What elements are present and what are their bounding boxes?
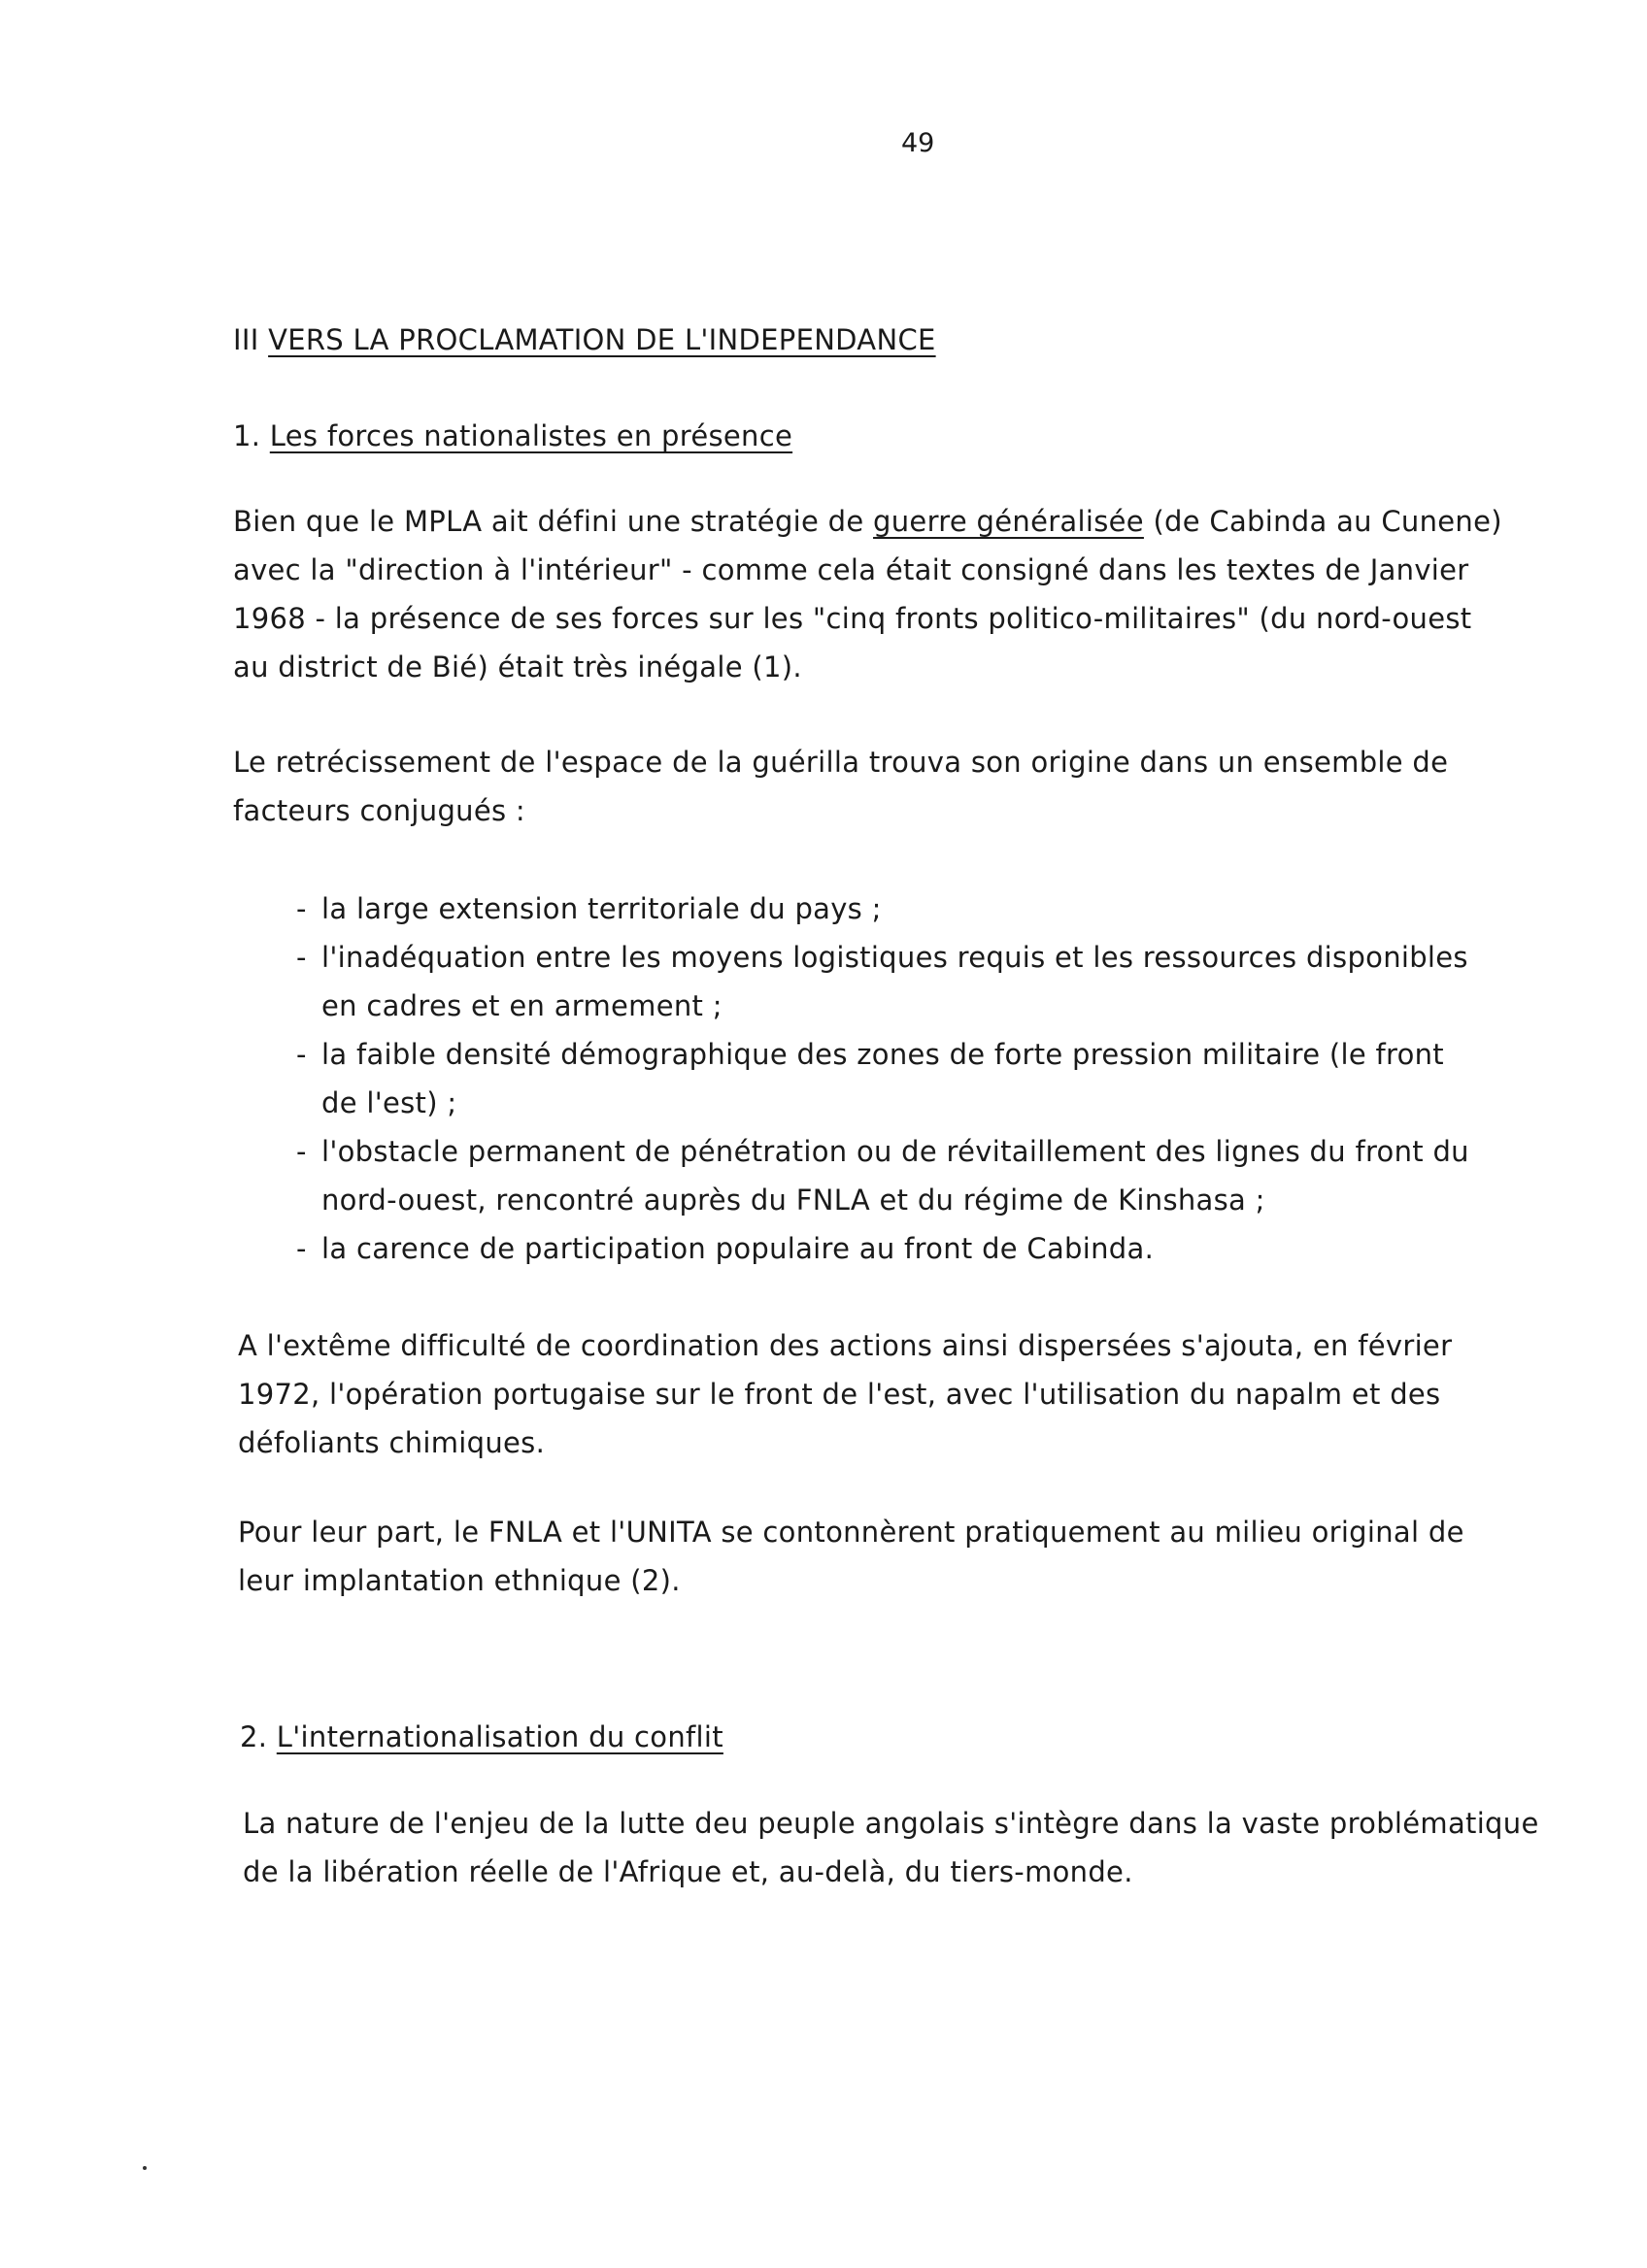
paragraph-line [233, 497, 1502, 546]
paragraph-line: facteurs conjugués : [233, 794, 525, 827]
list-dash: - [296, 1232, 307, 1265]
paragraph-line: A l'extême difficulté de coordination des actions ainsi dispersées s'ajouta, en février [238, 1329, 1453, 1362]
page-number: 49 [901, 128, 935, 158]
factors-list [296, 884, 1469, 1273]
list-item [296, 884, 1469, 933]
list-dash: - [296, 1135, 307, 1168]
list-item-text: l'inadéquation entre les moyens logistiques requis et les ressources disponibles [321, 941, 1468, 974]
list-item-text: de l'est) ; [321, 1086, 457, 1119]
paragraph-line: Le retrécissement de l'espace de la guérilla trouva son origine dans un ensemble de [233, 746, 1449, 779]
list-item-text: la carence de participation populaire au front de Cabinda. [321, 1232, 1155, 1265]
paragraph-factors-intro [233, 738, 1448, 835]
list-dash: - [296, 1038, 307, 1071]
section-title: VERS LA PROCLAMATION DE L'INDEPENDANCE [268, 323, 936, 356]
text-run: (de Cabinda au Cunene) [1143, 505, 1502, 538]
subsection-2-heading [240, 1720, 723, 1753]
underlined-term: guerre généralisée [873, 505, 1144, 538]
paragraph-internationalisation [243, 1799, 1539, 1896]
list-dash: - [296, 892, 307, 925]
list-item-text: la faible densité démographique des zones de forte pression militaire (le front [321, 1038, 1444, 1071]
scan-speck [143, 2166, 147, 2170]
paragraph-napalm [238, 1321, 1452, 1467]
paragraph-line: défoliants chimiques. [238, 1426, 546, 1459]
list-item-text: la large extension territoriale du pays ; [321, 892, 882, 925]
paragraph-line: La nature de l'enjeu de la lutte deu peuple angolais s'intègre dans la vaste problématique [243, 1807, 1539, 1840]
paragraph-line: 1968 - la présence de ses forces sur les "cinq fronts politico-militaires" (du nord-ouest [233, 602, 1472, 635]
paragraph-line: 1972, l'opération portugaise sur le front de l'est, avec l'utilisation du napalm et des [238, 1378, 1441, 1411]
paragraph-line: avec la "direction à l'intérieur" - comme cela était consigné dans les textes de Janvier [233, 553, 1469, 586]
subsection-1-heading [233, 419, 792, 452]
subsection-1-number: 1. [233, 419, 270, 452]
list-item [296, 1030, 1469, 1127]
text-run: Bien que le MPLA ait défini une stratégie de [233, 505, 874, 538]
paragraph-fnla-unita [238, 1508, 1464, 1605]
paragraph-line: leur implantation ethnique (2). [238, 1564, 681, 1597]
subsection-1-title: Les forces nationalistes en présence [269, 419, 793, 452]
list-item [296, 1127, 1469, 1224]
list-item-text: en cadres et en armement ; [321, 989, 723, 1022]
paragraph-strategy [233, 497, 1502, 691]
list-dash: - [296, 941, 307, 974]
list-item-text: l'obstacle permanent de pénétration ou de révitaillement des lignes du front du [321, 1135, 1469, 1168]
list-item-text: nord-ouest, rencontré auprès du FNLA et du régime de Kinshasa ; [321, 1184, 1265, 1217]
section-heading [233, 323, 936, 356]
paragraph-line: de la libération réelle de l'Afrique et, au-delà, du tiers-monde. [243, 1855, 1133, 1888]
subsection-2-title: L'internationalisation du conflit [276, 1720, 723, 1753]
section-prefix: III [233, 323, 269, 356]
list-item [296, 933, 1469, 1030]
paragraph-line: au district de Bié) était très inégale (1). [233, 650, 802, 684]
paragraph-line: Pour leur part, le FNLA et l'UNITA se contonnèrent pratiquement au milieu original de [238, 1516, 1464, 1549]
subsection-2-number: 2. [240, 1720, 277, 1753]
list-item [296, 1224, 1469, 1273]
